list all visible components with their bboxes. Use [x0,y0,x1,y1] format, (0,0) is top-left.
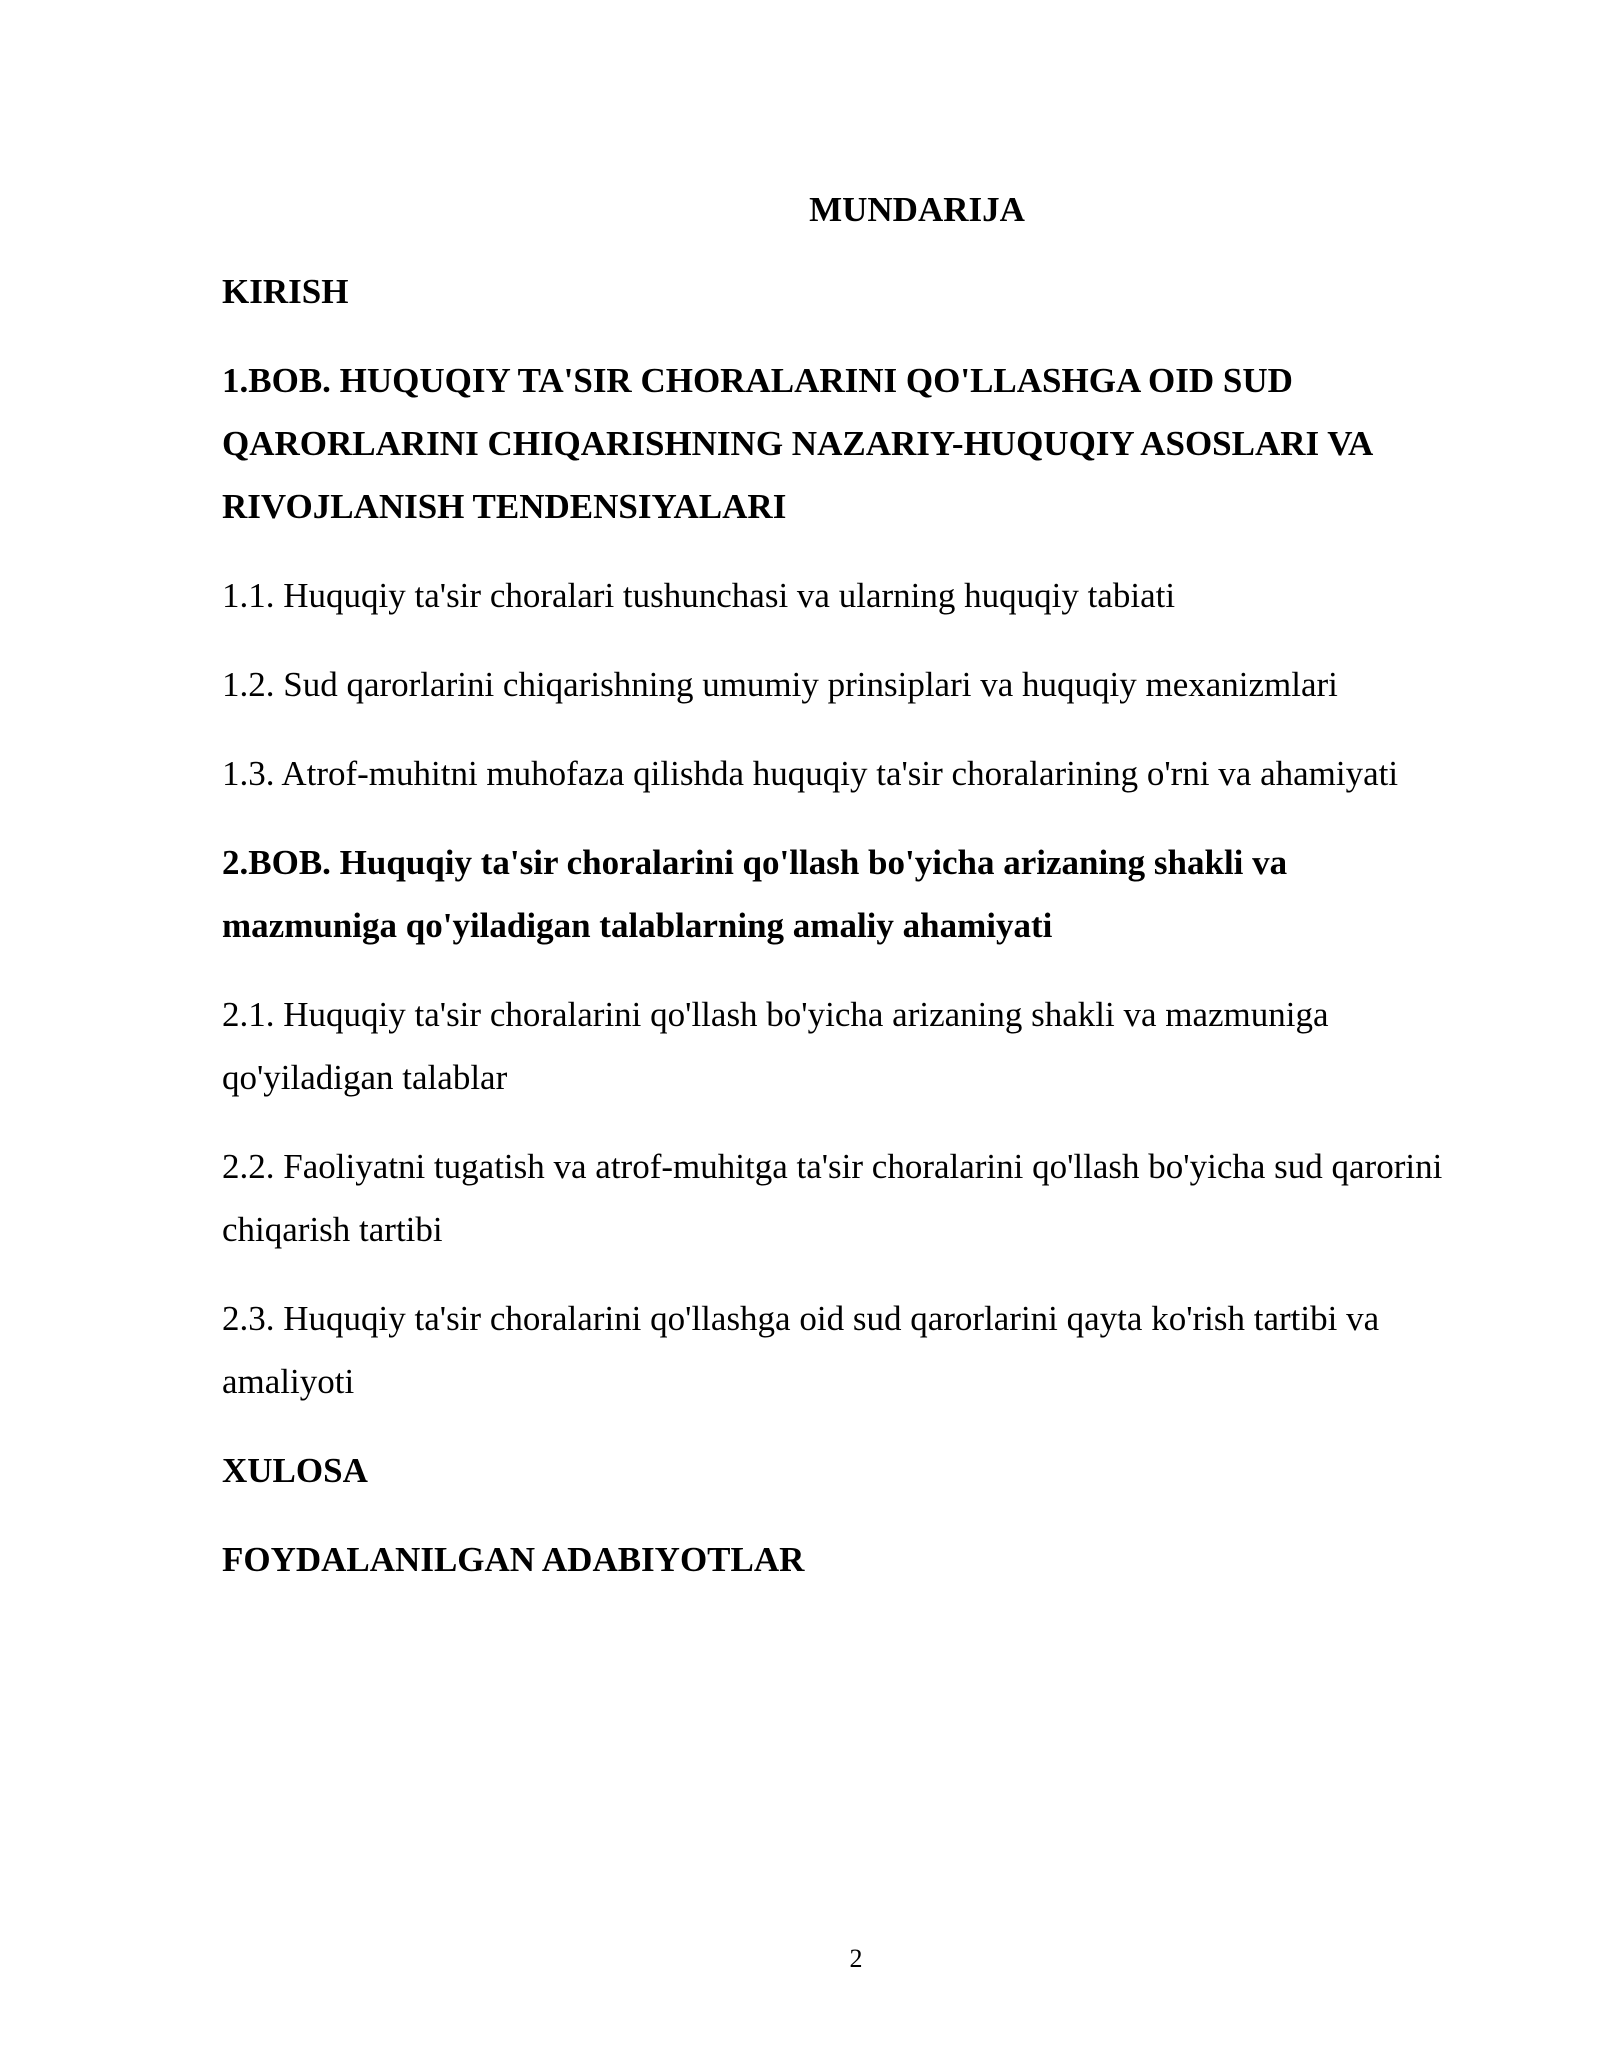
page-number: 2 [849,1944,863,1973]
toc-entry-section-1-1: 1.1. Huquqiy ta'sir choralari tushunchasi va ularning huquqiy tabiati [222,576,1176,615]
toc-entry-references: FOYDALANILGAN ADABIYOTLAR [222,1540,805,1579]
toc-entry-section-1-2: 1.2. Sud qarorlarini chiqarishning umumiy prinsiplari va huquqiy mexanizmlari [222,665,1338,704]
toc-entry-conclusion: XULOSA [222,1451,368,1490]
toc-entry-chapter-2: 2.BOB. Huquqiy ta'sir choralarini qo'llash bo'yicha arizaning shakli va mazmuniga qo'yiladigan talablarning amaliy ahamiyati [222,843,1288,945]
toc-entry-introduction: KIRISH [222,272,349,311]
toc-entry-section-2-3: 2.3. Huquqiy ta'sir choralarini qo'llashga oid sud qarorlarini qayta ko'rish tartibi va amaliyoti [222,1299,1380,1401]
table-of-contents [222,186,1462,1617]
page-title: MUNDARIJA [809,190,1025,229]
toc-entry-section-2-1: 2.1. Huquqiy ta'sir choralarini qo'llash bo'yicha arizaning shakli va mazmuniga qo'yiladigan talablar [222,995,1329,1097]
toc-entry-section-2-2: 2.2. Faoliyatni tugatish va atrof-muhitga ta'sir choralarini qo'llash bo'yicha sud qarorini chiqarish tartibi [222,1147,1443,1249]
toc-entry-chapter-1: 1.BOB. HUQUQIY TA'SIR CHORALARINI QO'LLASHGA OID SUD QARORLARINI CHIQARISHNING NAZARIY-HUQUQIY ASOSLARI VA RIVOJLANISH TENDENSIYALARI [222,361,1372,526]
toc-entry-section-1-3: 1.3. Atrof-muhitni muhofaza qilishda huquqiy ta'sir choralarining o'rni va ahamiyati [222,754,1399,793]
